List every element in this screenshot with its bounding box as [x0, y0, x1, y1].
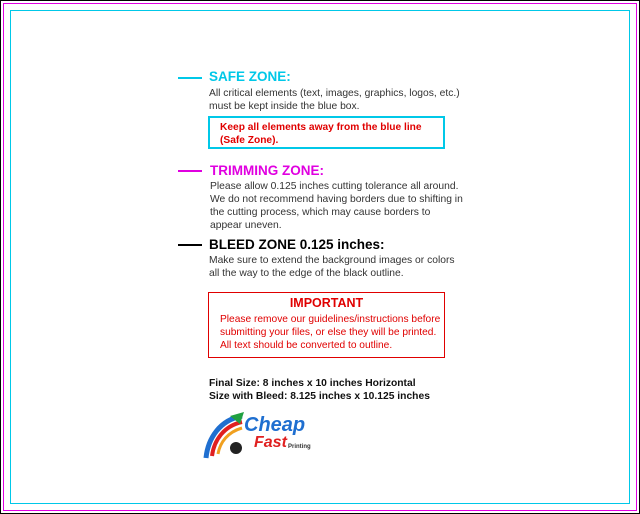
trimming-zone-line-1: Please allow 0.125 inches cutting tolerance all around.: [210, 181, 459, 192]
important-line-1: Please remove our guidelines/instructions before: [220, 314, 441, 325]
bleed-zone-title: BLEED ZONE 0.125 inches:: [209, 237, 385, 252]
important-line-3: All text should be converted to outline.: [220, 340, 393, 351]
safe-zone-title: SAFE ZONE:: [209, 69, 291, 84]
logo-word-cheap: Cheap: [244, 414, 306, 436]
final-size-text: Final Size: 8 inches x 10 inches Horizontal: [209, 378, 416, 389]
safe-zone-callout-line-1: Keep all elements away from the blue line: [220, 122, 422, 133]
trimming-zone-line-2: We do not recommend having borders due to shifting in: [210, 194, 463, 205]
important-notice: [208, 292, 445, 358]
important-text: [220, 313, 444, 352]
trimming-zone-line-3: the cutting process, which may cause borders to: [210, 207, 431, 218]
important-title: IMPORTANT: [289, 296, 364, 310]
safe-zone-line-1: All critical elements (text, images, graphics, logos, etc.): [209, 88, 460, 99]
logo-word-printing: Printing: [288, 444, 311, 450]
safe-zone-swatch: [178, 77, 202, 79]
important-line-2: submitting your files, or else they will be printed.: [220, 327, 437, 338]
bleed-zone-swatch: [178, 244, 202, 246]
bleed-size-text: Size with Bleed: 8.125 inches x 10.125 inches: [209, 391, 430, 402]
trimming-zone-description: [210, 180, 463, 232]
bleed-zone-line-1: Make sure to extend the background images or colors: [209, 255, 455, 266]
bleed-zone-description: [209, 254, 455, 280]
trimming-zone-swatch: [178, 170, 202, 172]
logo: [200, 408, 350, 462]
safe-zone-description: [209, 87, 460, 113]
logo-word-fast: Fast: [254, 434, 287, 451]
trimming-zone-title: TRIMMING ZONE:: [210, 163, 324, 178]
trimming-zone-line-4: appear uneven.: [210, 220, 282, 231]
safe-zone-callout-line-2: (Safe Zone).: [220, 135, 279, 146]
safe-zone-callout: [208, 116, 445, 149]
bleed-zone-line-2: all the way to the edge of the black outline.: [209, 268, 404, 279]
safe-zone-line-2: must be kept inside the blue box.: [209, 101, 360, 112]
